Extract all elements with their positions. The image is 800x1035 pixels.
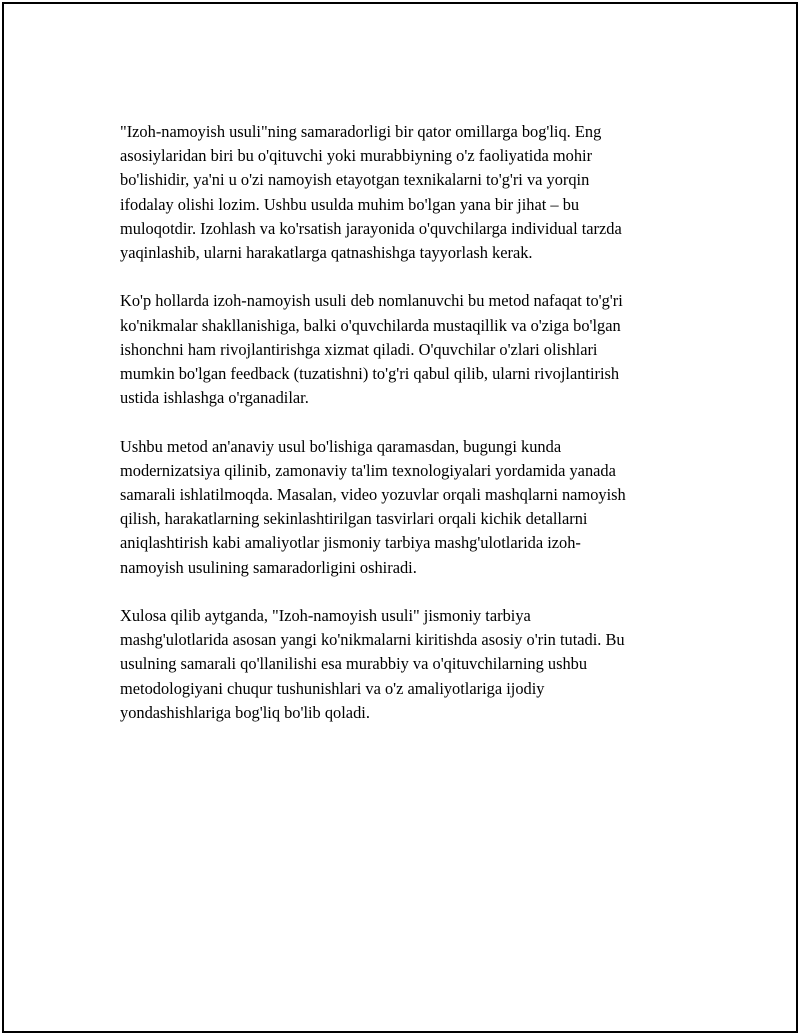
- text-line: aniqlashtirish kabi amaliyotlar jismoniy tarbiya mashg'ulotlarida izoh-: [120, 533, 581, 553]
- text-line: modernizatsiya qilinib, zamonaviy ta'lim texnologiyalari yordamida yanada: [120, 460, 616, 480]
- text-line: qilish, harakatlarning sekinlashtirilgan tasvirlari orqali kichik detallarni: [120, 509, 588, 529]
- text-line: metodologiyani chuqur tushunishlari va o'z amaliyotlariga ijodiy: [120, 678, 545, 698]
- text-line: yaqinlashib, ularni harakatlarga qatnashishga tayyorlash kerak.: [120, 243, 533, 263]
- paragraph-1: [120, 120, 690, 265]
- text-line: namoyish usulining samaradorligini oshiradi.: [120, 557, 417, 577]
- page-frame: [2, 2, 798, 1033]
- text-line: muloqotdir. Izohlash va ko'rsatish jarayonida o'quvchilarga individual tarzda: [120, 218, 622, 238]
- text-line: ko'nikmalar shakllanishiga, balki o'quvchilarda mustaqillik va o'ziga bo'lgan: [120, 315, 621, 335]
- text-line: ustida ishlashga o'rganadilar.: [120, 388, 309, 408]
- text-line: ifodalay olishi lozim. Ushbu usulda muhim bo'lgan yana bir jihat – bu: [120, 194, 580, 214]
- text-line: Ushbu metod an'anaviy usul bo'lishiga qaramasdan, bugungi kunda: [120, 436, 562, 456]
- paragraph-2: [120, 289, 690, 410]
- text-line: mashg'ulotlarida asosan yangi ko'nikmalarni kiritishda asosiy o'rin tutadi. Bu: [120, 630, 625, 650]
- text-line: ishonchni ham rivojlantirishga xizmat qiladi. O'quvchilar o'zlari olishlari: [120, 339, 598, 359]
- text-line: "Izoh-namoyish usuli"ning samaradorligi bir qator omillarga bog'liq. Eng: [120, 122, 602, 141]
- paragraph-3: [120, 435, 690, 580]
- text-line: yondashishlariga bog'liq bo'lib qoladi.: [120, 702, 370, 722]
- text-line: usulning samarali qo'llanilishi esa murabbiy va o'qituvchilarning ushbu: [120, 654, 588, 674]
- paragraph-4: [120, 604, 690, 725]
- document-body: [120, 120, 690, 725]
- text-line: samarali ishlatilmoqda. Masalan, video yozuvlar orqali mashqlarni namoyish: [120, 485, 626, 505]
- text-line: asosiylaridan biri bu o'qituvchi yoki murabbiyning o'z faoliyatida mohir: [120, 146, 593, 166]
- text-line: Xulosa qilib aytganda, "Izoh-namoyish usuli" jismoniy tarbiya: [120, 606, 531, 626]
- text-line: mumkin bo'lgan feedback (tuzatishni) to'g'ri qabul qilib, ularni rivojlantirish: [120, 364, 620, 384]
- text-line: Ko'p hollarda izoh-namoyish usuli deb nomlanuvchi bu metod nafaqat to'g'ri: [120, 291, 623, 311]
- text-line: bo'lishidir, ya'ni u o'zi namoyish etayotgan texnikalarni to'g'ri va yorqin: [120, 170, 590, 190]
